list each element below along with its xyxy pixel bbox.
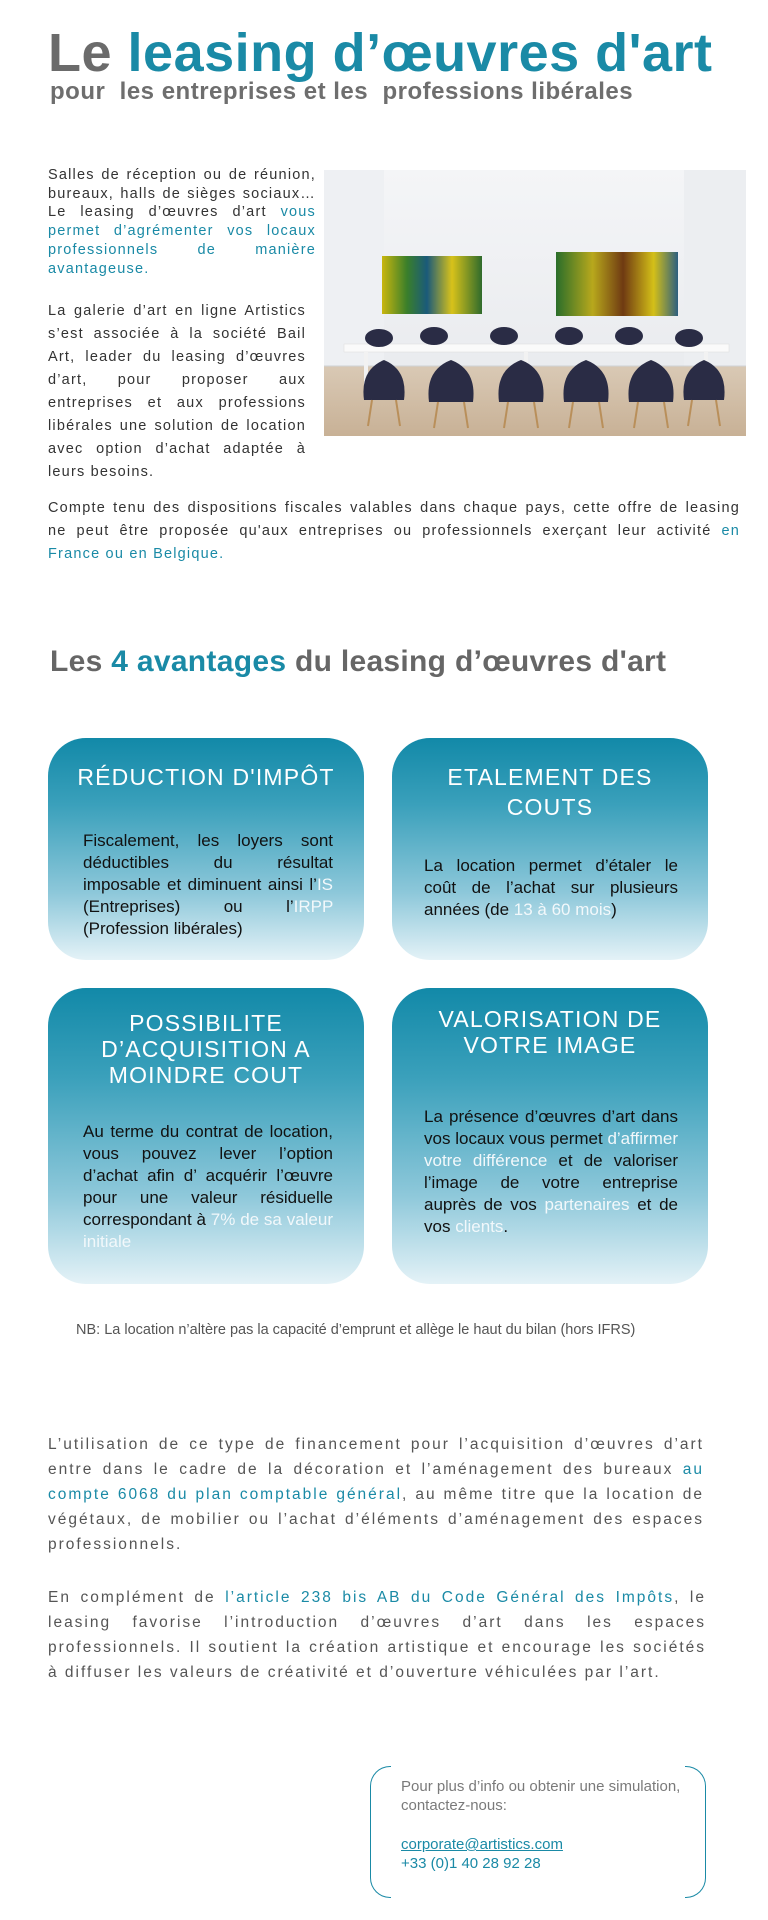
advantage-card-cost-spreading <box>392 738 708 960</box>
card-title: POSSIBILITE D’ACQUISITION A MOINDRE COUT <box>101 1010 311 1088</box>
paragraph-text: En complément de <box>48 1589 226 1606</box>
page-subtitle: pour les entreprises et les professions libérales <box>50 78 634 105</box>
title-part-2: leasing d’œuvres d'art <box>127 23 713 83</box>
advantage-card-image <box>392 988 708 1284</box>
card-body <box>83 1121 333 1253</box>
card-body-highlight: IRPP <box>293 897 333 916</box>
financing-paragraph-1 <box>48 1432 704 1557</box>
intro-p3-text: Compte tenu des dispositions fiscales valables dans chaque pays, cette offre de leasing ne peut être proposée qu'aux entreprises ou professionnels exerçant leur activité <box>48 500 740 539</box>
intro-p1-text: Salles de réception ou de réunion, bureaux, halls de sièges sociaux… Le leasing d’œuvres d’art <box>48 167 316 221</box>
advantages-heading-b: 4 avantages <box>111 645 287 678</box>
intro-paragraph-3 <box>48 497 740 566</box>
paragraph-text: , au même titre que la location de végétaux, de mobilier ou l’achat d’éléments d’aménagement des espaces professionnels. <box>48 1486 705 1553</box>
advantages-heading-a: Les <box>50 645 112 678</box>
card-body-text: La location permet d’étaler le coût de l’achat sur plusieurs années (de <box>424 856 678 919</box>
contact-email-link[interactable]: corporate@artistics.com <box>401 1836 563 1853</box>
footnote: NB: La location n’altère pas la capacité d’emprunt et allège le haut du bilan (hors IFRS) <box>76 1322 636 1338</box>
card-title: RÉDUCTION D'IMPÔT <box>77 764 335 790</box>
card-body-text: (Entreprises) ou l’ <box>83 897 294 916</box>
card-body-highlight: d’affirmer votre différence <box>424 1129 678 1170</box>
card-body-highlight: 7% de sa valeur initiale <box>83 1210 334 1251</box>
financing-paragraph-2 <box>48 1585 706 1685</box>
advantage-card-tax-reduction <box>48 738 364 960</box>
card-body <box>83 830 333 940</box>
contact-box <box>370 1766 706 1898</box>
paragraph-highlight: au compte 6068 du plan comptable général <box>48 1461 704 1503</box>
advantages-heading-c: du leasing d’œuvres d'art <box>286 645 667 678</box>
card-body-text: et de vos <box>424 1195 678 1236</box>
bracket-left <box>370 1766 391 1898</box>
card-body-text: (Profession libérales) <box>83 919 243 938</box>
advantage-card-acquisition <box>48 988 364 1284</box>
card-body-text: . <box>503 1217 509 1236</box>
meeting-room-photo <box>324 170 746 436</box>
advantages-heading <box>50 645 666 679</box>
card-body-highlight: 13 à 60 mois <box>513 900 612 919</box>
contact-phone: +33 (0)1 40 28 92 28 <box>401 1855 541 1872</box>
card-body-highlight: partenaires <box>544 1195 630 1214</box>
card-body-text: ) <box>611 900 617 919</box>
card-title: ETALEMENT DES COUTS <box>447 764 653 820</box>
paragraph-text: , le leasing favorise l’introduction d’œuvres d’art dans les espaces professionnels. Il soutient la création artistique et encourage les sociétés à diffuser les valeurs de créativité et d’ouverture véhiculées par l’art. <box>48 1589 706 1681</box>
intro-p1-highlight: vous permet d’agrémenter vos locaux professionnels de manière avantageuse. <box>48 204 316 277</box>
card-body-text: et de valoriser l’image de votre entreprise auprès de vos <box>424 1151 678 1214</box>
paragraph-highlight: l’article 238 bis AB du Code Général des Impôts <box>225 1589 675 1606</box>
intro-p3-highlight: en France ou en Belgique. <box>48 523 740 562</box>
intro-paragraph-2: La galerie d’art en ligne Artistics s’est associée à la société Bail Art, leader du leasing d’œuvres d’art, pour proposer aux entreprises et aux professions libérales une solution de location avec option d’achat adaptée à leurs besoins. <box>48 303 306 480</box>
page-title <box>48 22 713 84</box>
card-body-text: La présence d’œuvres d’art dans vos locaux vous permet <box>424 1107 678 1148</box>
title-part-1: Le <box>48 23 128 83</box>
paragraph-text: L’utilisation de ce type de financement pour l’acquisition d’œuvres d’art entre dans le cadre de la décoration et l’aménagement des bureaux <box>48 1436 704 1478</box>
card-body-highlight: IS <box>316 875 333 894</box>
card-body-highlight: clients <box>455 1217 504 1236</box>
contact-text: Pour plus d’info ou obtenir une simulation, contactez-nous: <box>401 1778 681 1814</box>
card-body <box>424 855 678 921</box>
card-body <box>424 1106 678 1238</box>
intro-paragraph-1 <box>48 166 316 278</box>
card-title: VALORISATION DE VOTRE IMAGE <box>438 1006 662 1058</box>
card-body-text: Fiscalement, les loyers sont déductibles du résultat imposable et diminuent ainsi l’ <box>83 831 333 894</box>
card-body-text: Au terme du contrat de location, vous pouvez lever l’option d’achat afin d’ acquérir l’œuvre pour une valeur résiduelle correspondant à <box>83 1122 333 1229</box>
